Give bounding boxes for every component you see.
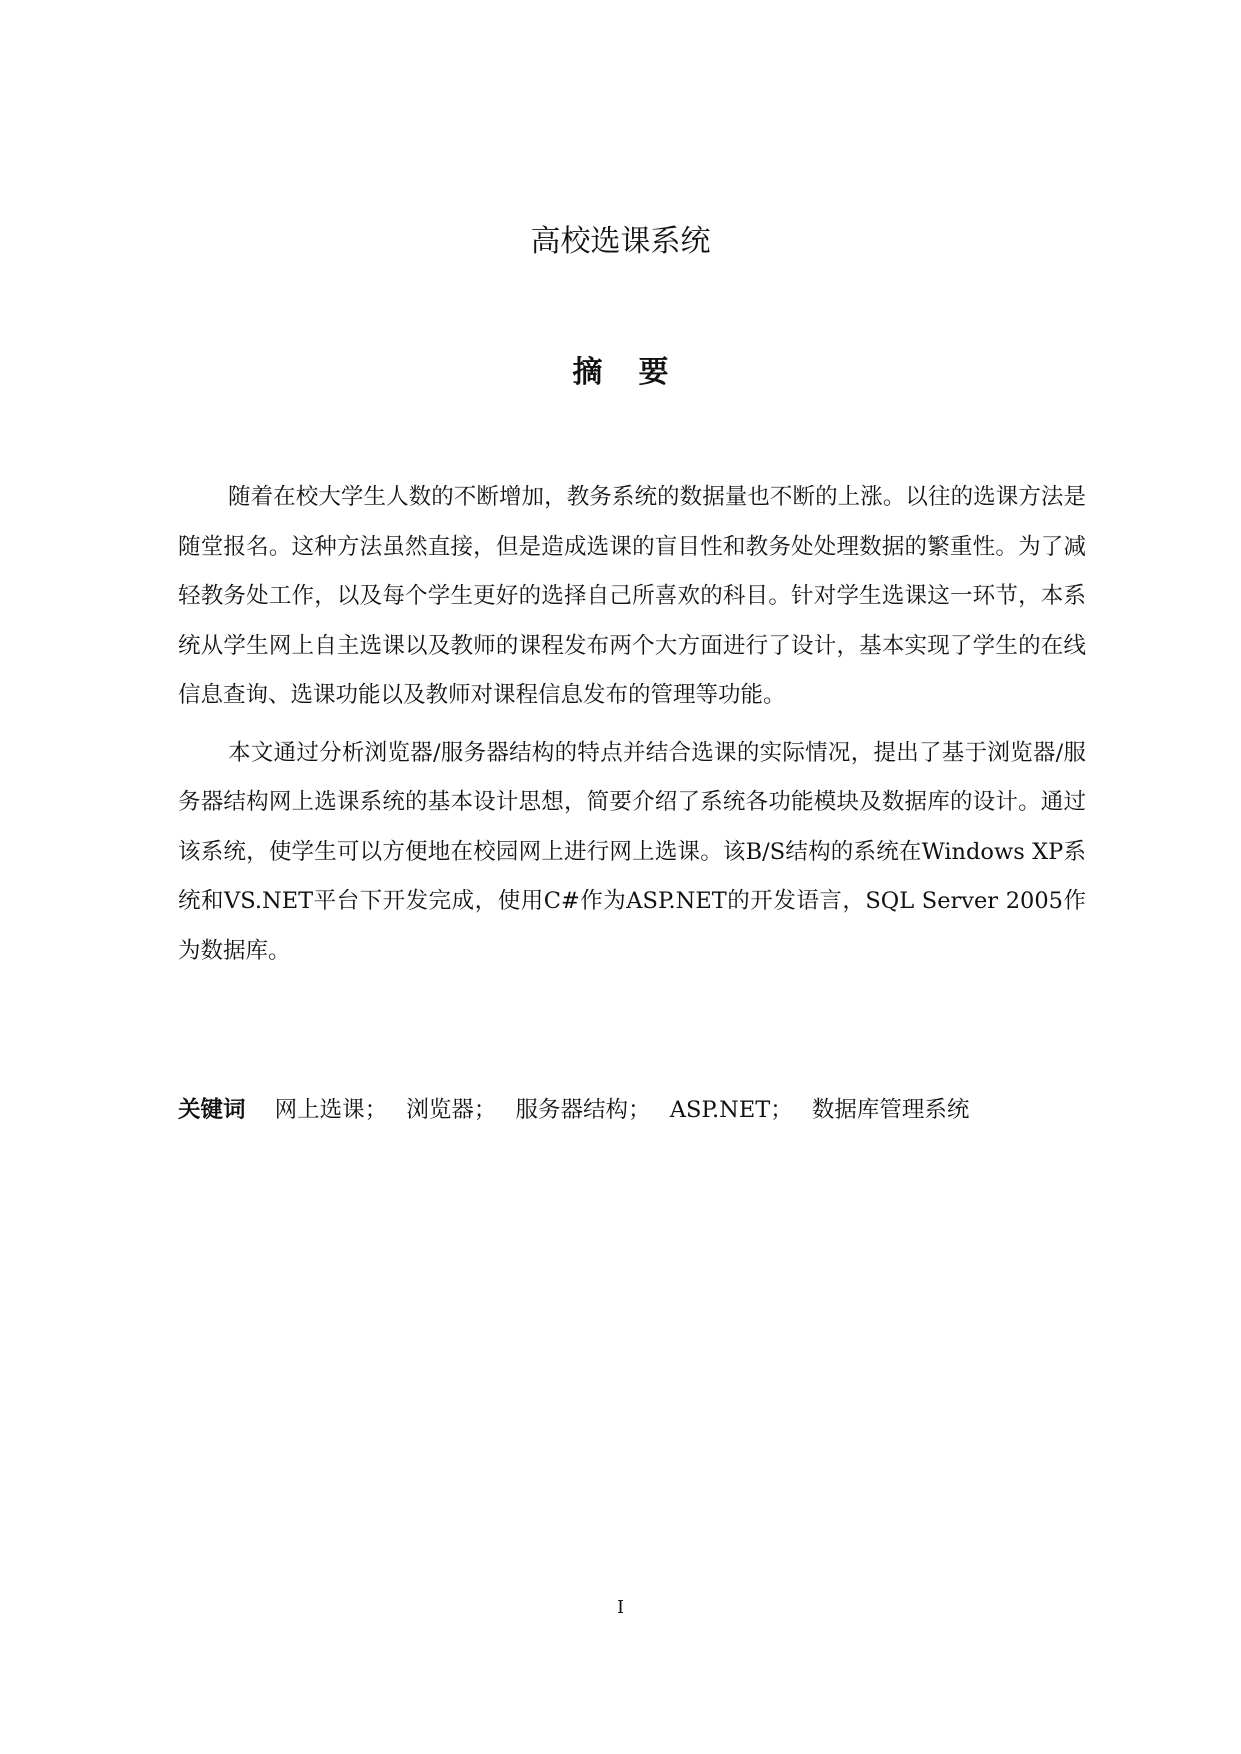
document-title: 高校选课系统 (530, 224, 711, 259)
abstract-paragraph-1: 随着在校大学生人数的不断增加，教务系统的数据量也不断的上涨。以往的选课方法是随堂报名。这种方法虽然直接，但是造成选课的盲目性和教务处处理数据的繁重性。为了减轻教务处工作，以及每个学生更好的选择自己所喜欢的科目。针对学生选课这一环节，本系统从学生网上自主选课以及教师的课程发布两个大方面进行了设计，基本实现了学生的在线信息查询、选课功能以及教师对课程信息发布的管理等功能。 (178, 484, 1086, 708)
keyword-item: 数据库管理系统 (811, 1097, 970, 1123)
abstract-body (178, 473, 1086, 976)
keyword-item: ASP.NET (669, 1097, 771, 1123)
keywords-label: 关键词 (178, 1097, 246, 1123)
keyword-item: 网上选课 (274, 1097, 365, 1123)
abstract-heading: 摘要 (572, 355, 705, 390)
page-number: I (616, 1597, 625, 1618)
keywords-line (178, 1090, 1086, 1130)
keyword-separator: ； (770, 1097, 793, 1123)
keyword-item: 服务器结构 (515, 1097, 629, 1123)
keyword-separator: ； (473, 1097, 497, 1123)
keyword-item: 浏览器 (406, 1097, 474, 1123)
abstract-paragraph-2: 本文通过分析浏览器/服务器结构的特点并结合选课的实际情况，提出了基于浏览器/服务器结构网上选课系统的基本设计思想，简要介绍了系统各功能模块及数据库的设计。通过该系统，使学生可以方便地在校园网上进行网上选课。该B/S结构的系统在Windows XP系统和VS.NET平台下开发完成，使用C#作为ASP.NET的开发语言，SQL Server 2005作为数据库。 (178, 739, 1086, 964)
keyword-separator: ； (628, 1097, 651, 1123)
keyword-separator: ； (364, 1097, 388, 1123)
